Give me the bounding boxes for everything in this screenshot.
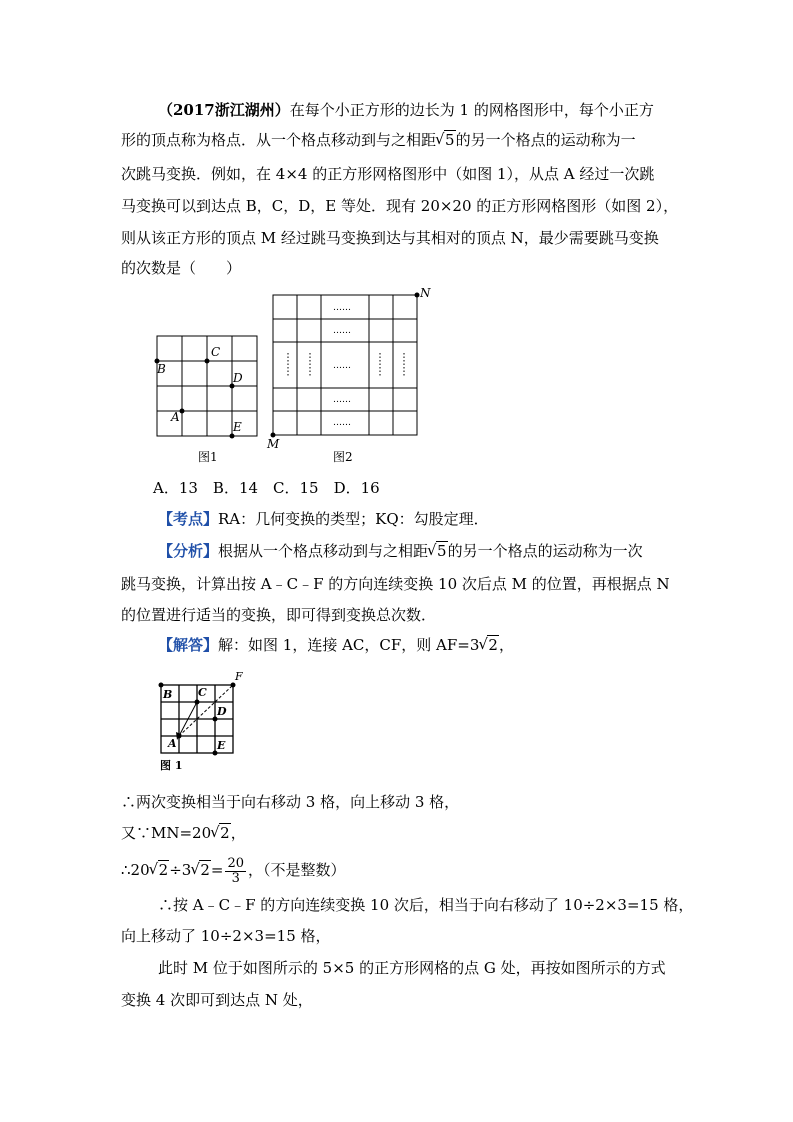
step-5: 向上移动了 10÷2×3=15 格， bbox=[121, 927, 331, 945]
sqrt-2-a: √ 2 bbox=[150, 855, 170, 885]
fig3-label-f: F bbox=[235, 670, 243, 683]
step-3: ∴20√ 2÷3√ 2= $\frac{20}{3}$ ，（不是整数） bbox=[121, 855, 346, 886]
answer-options: A．13 B．14 C．15 D．16 bbox=[153, 479, 380, 497]
fig3-label-e: E bbox=[217, 739, 226, 752]
problem-line-1: （2017浙江湖州）在每个小正方形的边长为 1 的网格图形中，每个小正方 bbox=[158, 101, 654, 119]
figure-3-caption: 图 1 bbox=[160, 759, 183, 772]
sqrt-2-b: √ 2 bbox=[191, 855, 211, 885]
point-e-dot bbox=[230, 434, 235, 439]
label-b: B bbox=[157, 362, 166, 376]
problem-line-6: 的次数是（ ） bbox=[121, 259, 242, 277]
step-4: ∴按 A﹣C﹣F 的方向连续变换 10 次后，相当于向右移动了 10÷2×3=15 格， bbox=[158, 896, 694, 914]
label-n: N bbox=[420, 286, 431, 300]
fraction-20-3: $\frac{20}{3}$ bbox=[227, 855, 244, 886]
label-a: A bbox=[171, 410, 180, 424]
figure-2-ellipsis bbox=[333, 303, 351, 428]
fig3-point-b-dot bbox=[159, 683, 164, 688]
label-m: M bbox=[267, 437, 280, 451]
sqrt-2-answer: √ 2 bbox=[479, 635, 499, 655]
problem-line-2: 形的顶点称为格点．从一个格点移动到与之相距√ 5的另一个格点的运动称为一 bbox=[121, 130, 636, 150]
fig3-label-d: D bbox=[217, 705, 227, 718]
sqrt-2-mn: √ 2 bbox=[211, 823, 231, 843]
label-e: E bbox=[233, 420, 242, 434]
sqrt-5: √ 5 bbox=[436, 130, 456, 150]
fig3-label-b: B bbox=[163, 688, 173, 701]
svg-text:……: …… bbox=[333, 395, 351, 405]
problem-line-3: 次跳马变换．例如，在 4×4 的正方形网格图形中（如图 1），从点 A 经过一次跳 bbox=[121, 165, 655, 183]
problem-line-5: 则从该正方形的顶点 M 经过跳马变换到达与其相对的顶点 N，最少需要跳马变换 bbox=[121, 229, 659, 247]
step-1: ∴两次变换相当于向右移动 3 格，向上移动 3 格， bbox=[121, 793, 460, 811]
svg-text:……: …… bbox=[333, 326, 351, 336]
fig3-label-a: A bbox=[168, 737, 177, 750]
step-6: 此时 M 位于如图所示的 5×5 的正方形网格的点 G 处，再按如图所示的方式 bbox=[158, 959, 666, 977]
figure-3-solution bbox=[150, 668, 260, 778]
fig3-point-f-dot bbox=[231, 683, 236, 688]
fenxi-line-1: 【分析】根据从一个格点移动到与之相距√ 5的另一个格点的运动称为一次 bbox=[158, 541, 643, 561]
point-c-dot bbox=[205, 359, 210, 364]
sqrt-5-analysis: √ 5 bbox=[428, 541, 448, 561]
figures-1-2 bbox=[140, 285, 440, 470]
step-2: 又∵MN=20√ 2， bbox=[121, 823, 246, 843]
fig3-point-c-dot bbox=[195, 700, 200, 705]
jieda-tag: 【解答】 bbox=[158, 636, 219, 654]
fenxi-line-3: 的位置进行适当的变换，即可得到变换总次数． bbox=[121, 606, 437, 624]
point-n-dot bbox=[415, 293, 420, 298]
point-a-dot bbox=[180, 409, 185, 414]
fig3-point-a-dot bbox=[177, 734, 182, 739]
figure-1-caption: 图1 bbox=[198, 450, 218, 464]
kaodian-tag: 【考点】 bbox=[158, 510, 219, 528]
svg-text:……: …… bbox=[333, 418, 351, 428]
kaodian-line: 【考点】RA：几何变换的类型；KQ：勾股定理． bbox=[158, 510, 489, 528]
svg-text:……: …… bbox=[333, 303, 351, 313]
jieda-line: 【解答】解：如图 1，连接 AC，CF，则 AF=3√ 2， bbox=[158, 635, 514, 655]
fenxi-line-2: 跳马变换，计算出按 A﹣C﹣F 的方向连续变换 10 次后点 M 的位置，再根据点 N bbox=[121, 575, 670, 593]
source-tag: （2017浙江湖州） bbox=[158, 101, 290, 119]
step-7: 变换 4 次即可到达点 N 处， bbox=[121, 991, 313, 1009]
fenxi-tag: 【分析】 bbox=[158, 542, 219, 560]
svg-text:……: …… bbox=[333, 361, 351, 371]
fig3-label-c: C bbox=[198, 686, 207, 699]
figure-2-caption: 图2 bbox=[333, 450, 353, 464]
label-d: D bbox=[233, 371, 243, 385]
label-c: C bbox=[211, 345, 221, 359]
problem-line-4: 马变换可以到达点 B，C，D，E 等处．现有 20×20 的正方形网格图形（如图 2）， bbox=[121, 197, 679, 215]
